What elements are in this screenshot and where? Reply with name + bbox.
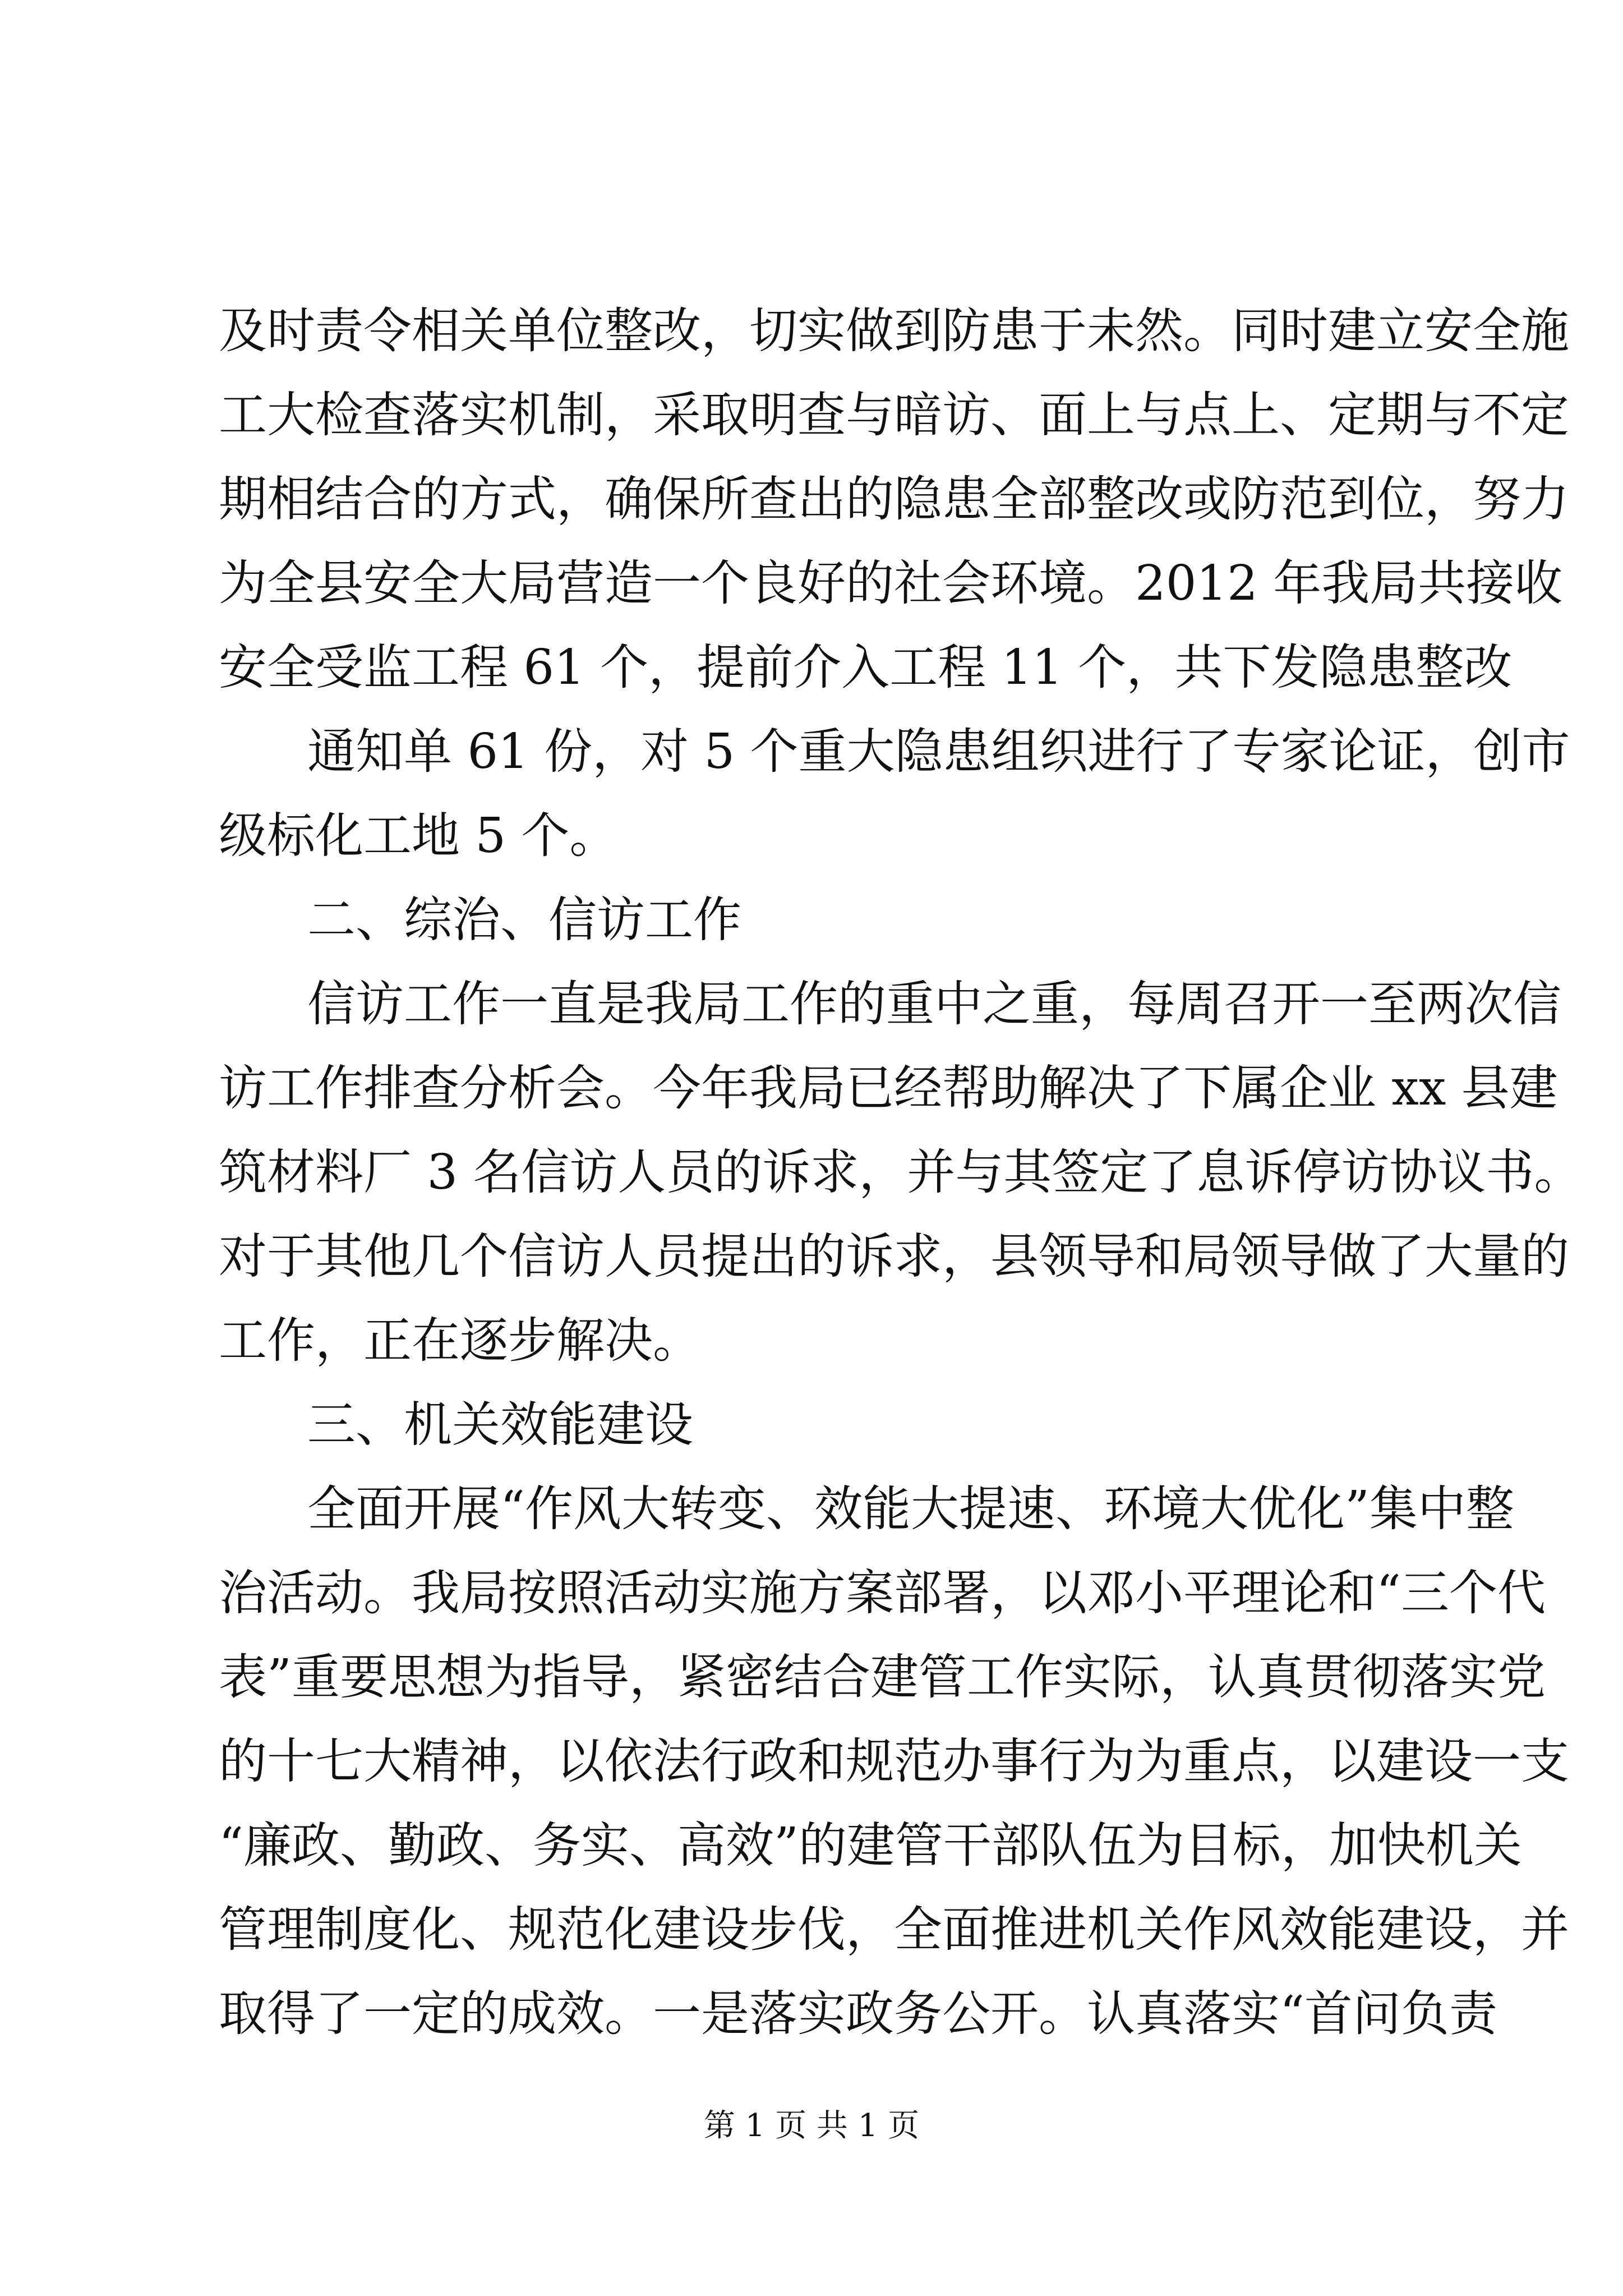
section-heading: 三、机关效能建设 [307,1397,693,1453]
body-text-line: 对于其他几个信访人员提出的诉求，县领导和局领导做了大量的 [219,1228,1569,1285]
body-text-line: 访工作排查分析会。今年我局已经帮助解决了下属企业 xx 县建 [219,1060,1558,1116]
section-heading: 二、综治、信访工作 [307,892,741,948]
body-text-line: 工大检查落实机制，采取明查与暗访、面上与点上、定期与不定 [219,387,1569,443]
body-text-line: 为全县安全大局营造一个良好的社会环境。2012 年我局共接收 [219,555,1563,611]
body-text-line: 取得了一定的成效。一是落实政务公开。认真落实“首问负责 [219,1986,1497,2042]
body-text-line: 表”重要思想为指导，紧密结合建管工作实际，认真贯彻落实党 [219,1649,1546,1705]
body-text-line: 全面开展“作风大转变、效能大提速、环境大优化”集中整 [307,1481,1514,1537]
page-footer: 第 1 页 共 1 页 [703,2108,920,2144]
body-text-line: “廉政、勤政、务实、高效”的建管干部队伍为目标，加快机关 [219,1818,1522,1874]
body-text-line: 安全受监工程 61 个，提前介入工程 11 个，共下发隐患整改 [219,639,1513,696]
body-text-line: 期相结合的方式，确保所查出的隐患全部整改或防范到位，努力 [219,471,1569,527]
body-text-line: 管理制度化、规范化建设步伐，全面推进机关作风效能建设，并 [219,1902,1569,1958]
body-text-line: 的十七大精神，以依法行政和规范办事行为为重点，以建设一支 [219,1733,1569,1789]
body-text-line: 治活动。我局按照活动实施方案部署，以邓小平理论和“三个代 [219,1565,1546,1621]
body-text-line: 通知单 61 份，对 5 个重大隐患组织进行了专家论证，创市 [307,724,1570,780]
body-text-line: 工作，正在逐步解决。 [219,1313,701,1369]
body-text-line: 筑材料厂 3 名信访人员的诉求，并与其签定了息诉停访协议书。 [219,1144,1583,1200]
body-text-line: 信访工作一直是我局工作的重中之重，每周召开一至两次信 [307,976,1561,1032]
body-text-line: 级标化工地 5 个。 [219,808,618,864]
body-text-line: 及时责令相关单位整改，切实做到防患于未然。同时建立安全施 [219,303,1569,359]
